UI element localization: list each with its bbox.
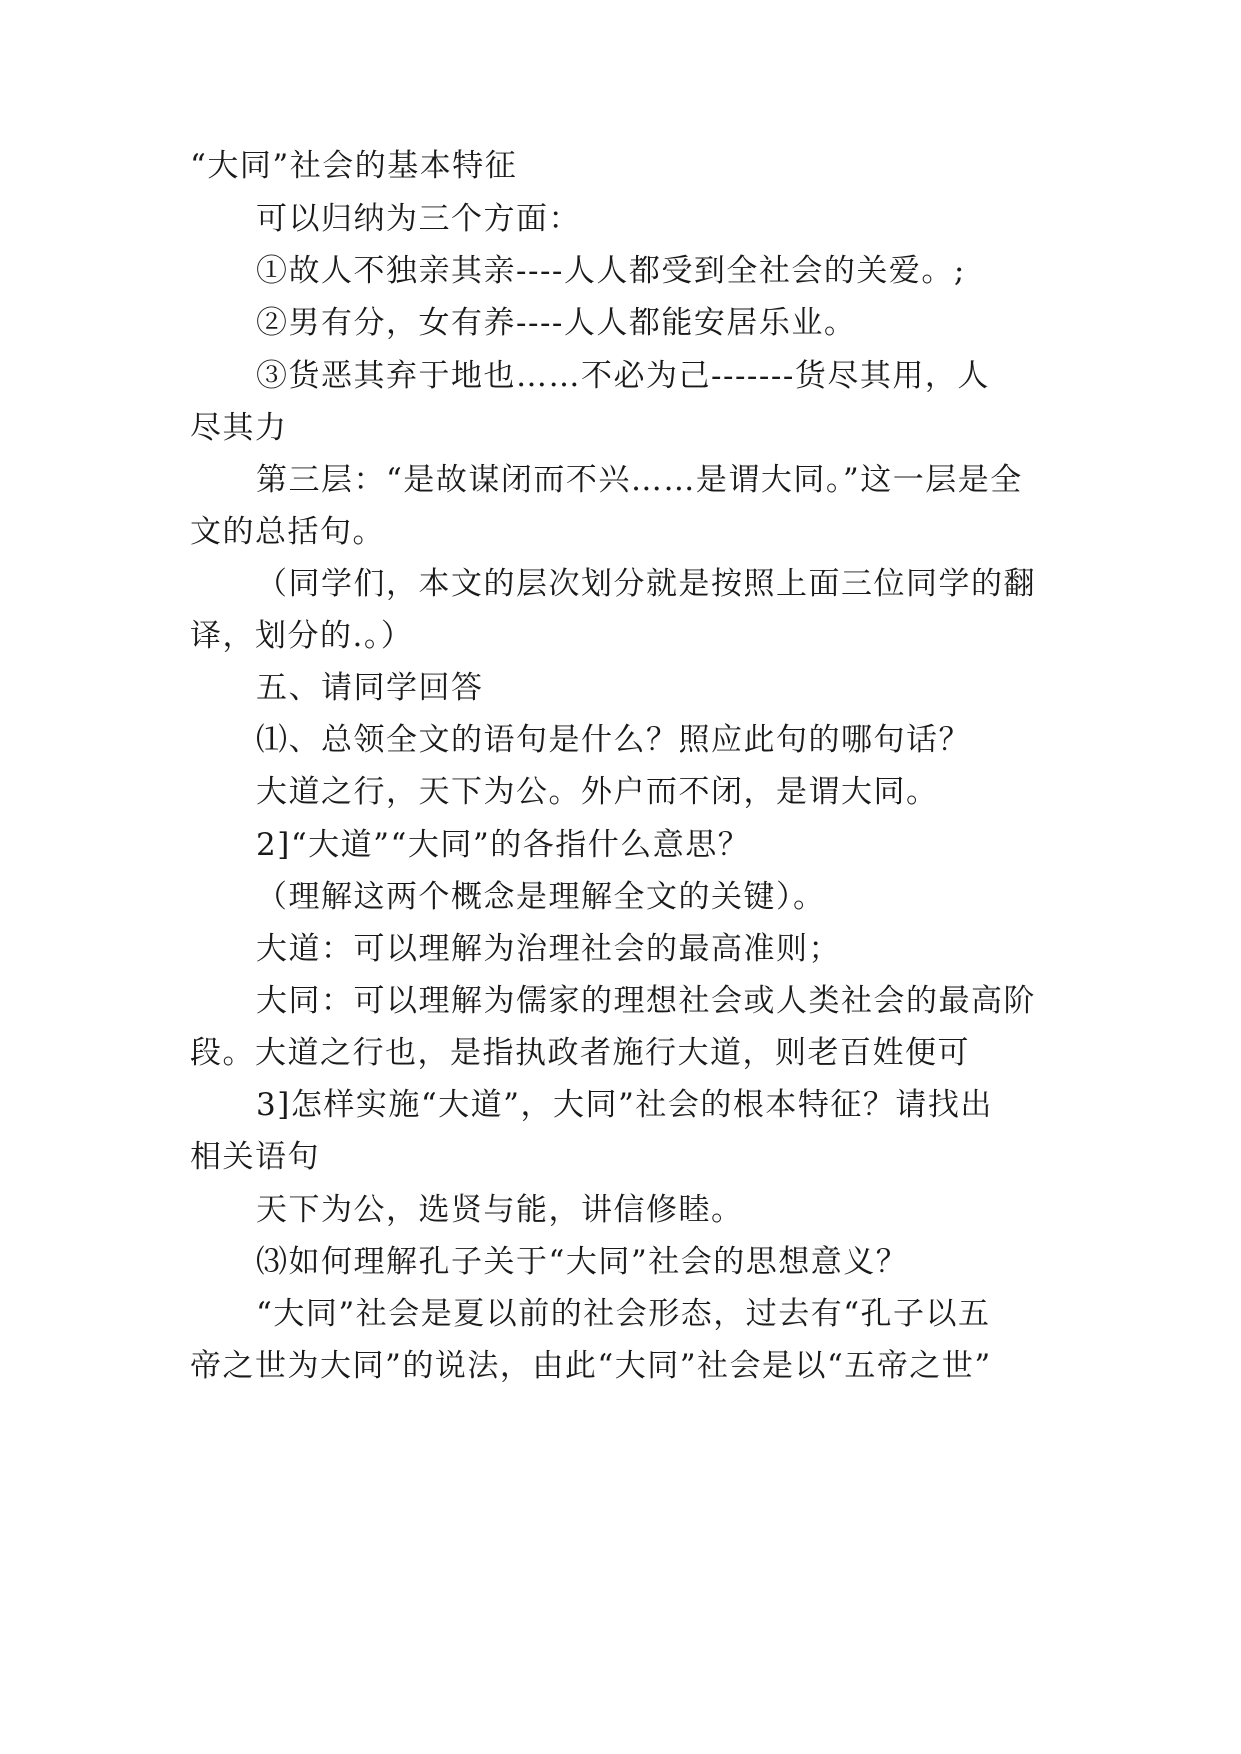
text-line: 帝之世为大同”的说法，由此“大同”社会是以“五帝之世” <box>190 1348 992 1384</box>
text-line: 段。大道之行也，是指执政者施行大道，则老百姓便可 <box>190 1035 970 1071</box>
text-line: “大同”社会的基本特征 <box>190 148 518 184</box>
text-line: 大道：可以理解为治理社会的最高准则； <box>256 931 841 967</box>
text-line: 五、请同学回答 <box>256 670 484 706</box>
text-line: 文的总括句。 <box>190 514 385 550</box>
text-line: （理解这两个概念是理解全文的关键）。 <box>256 879 826 915</box>
text-line: ⑴、总领全文的语句是什么？照应此句的哪句话？ <box>256 722 971 758</box>
text-line: “大同”社会是夏以前的社会形态，过去有“孔子以五 <box>256 1296 991 1332</box>
text-line: ⑶如何理解孔子关于“大同”社会的思想意义？ <box>256 1244 909 1280</box>
text-line: 相关语句 <box>190 1139 320 1175</box>
text-line: 大道之行，天下为公。外户而不闭，是谓大同。 <box>256 774 939 810</box>
text-line: （同学们，本文的层次划分就是按照上面三位同学的翻 <box>256 566 1036 602</box>
text-line: 可以归纳为三个方面： <box>256 201 581 237</box>
text-line: 译，划分的.。） <box>190 618 414 654</box>
text-line: 天下为公，选贤与能，讲信修睦。 <box>256 1192 744 1228</box>
text-line: 第三层：“是故谋闭而不兴……是谓大同。”这一层是全 <box>256 462 1023 498</box>
text-line: 尽其力 <box>190 410 288 446</box>
text-line: ②男有分，女有养----人人都能安居乐业。 <box>256 305 857 341</box>
text-line: ③货恶其弃于地也……不必为己-------货尽其用，人 <box>256 358 990 394</box>
text-line: 3]怎样实施“大道”，大同”社会的根本特征？请找出 <box>256 1087 993 1123</box>
text-line: 大同：可以理解为儒家的理想社会或人类社会的最高阶 <box>256 983 1036 1019</box>
text-line: ①故人不独亲其亲----人人都受到全社会的关爱。; <box>256 253 966 289</box>
text-line: 2]“大道”“大同”的各指什么意思？ <box>256 827 751 863</box>
